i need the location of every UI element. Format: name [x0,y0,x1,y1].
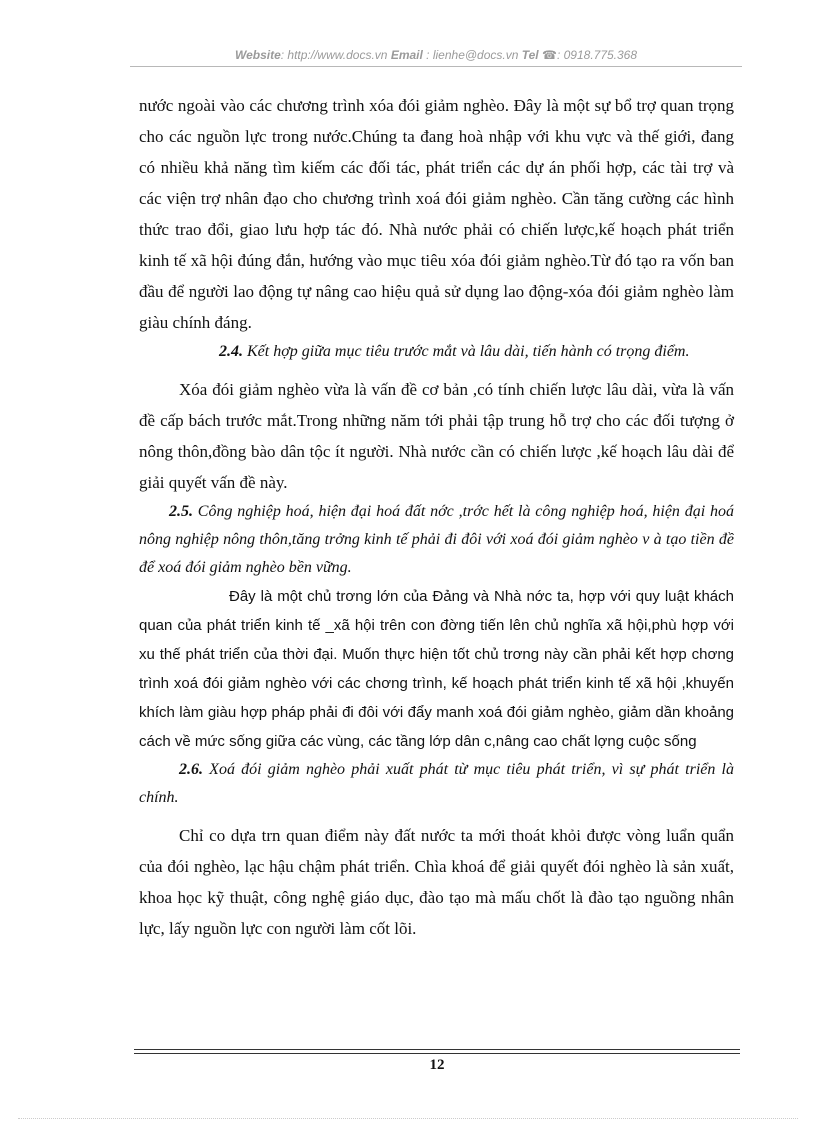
header-divider [130,66,742,67]
website-url: : http://www.docs.vn [280,48,388,62]
email-address: : lienhe@docs.vn [426,48,519,62]
section-number: 2.6. [179,761,203,778]
footer-divider-secondary [134,1053,740,1054]
section-title: Công nghiệp hoá, hiện đại hoá đất nớc ,trớc hết là công nghiệp hoá, hiện đại hoá nông nghiệp nông thôn,tăng trởng kinh tế phải đi đôi với xoá đói giảm nghèo v à tạo tiền đề để xoá đói giảm nghèo bền vững. [139,503,734,576]
section-heading-2-6 [139,756,734,812]
paragraph-1: nước ngoài vào các chương trình xóa đói giảm nghèo. Đây là một sự bổ trợ quan trọng cho các nguồn lực trong nước.Chúng ta đang hoà nhập với khu vực và thế giới, đang có nhiều khả năng tìm kiếm các đối tác, phát triển các dự án phối hợp, các tài trợ và các viện trợ nhân đạo cho chương trình xoá đói giảm nghèo. Cần tăng cường các hình thức trao đổi, giao lưu hợp tác đó. Nhà nước phải có chiến lược,kế hoạch phát triển kinh tế xã hội đúng đắn, hướng vào mục tiêu xóa đói giảm nghèo.Từ đó tạo ra vốn ban đầu để người lao động tự nâng cao hiệu quả sử dụng lao động-xóa đói giảm nghèo làm giàu chính đáng. [139,96,734,332]
phone-icon: ☎ [542,48,557,62]
section-heading-2-5 [139,498,734,582]
section-title: Kết hợp giữa mục tiêu trước mắt và lâu dài, tiến hành có trọng điểm. [243,343,690,360]
paragraph-2: Xóa đói giảm nghèo vừa là vấn đề cơ bản ,có tính chiến lược lâu dài, vừa là vấn đề cấp bách trước mắt.Trong những năm tới phải tập trung hỗ trợ cho các đối tượng ở nông thôn,đồng bào dân tộc ít người. Nhà nước cần có chiến lược ,kế hoạch lâu dài để giải quyết vấn đề này. [139,380,734,492]
section-number: 2.4. [219,343,243,360]
section-title: Xoá đói giảm nghèo phải xuất phát từ mục tiêu phát triển, vì sự phát triển là chính. [139,761,734,806]
paragraph-4: Chỉ co dựa trn quan điểm này đất nước ta mới thoát khỏi được vòng luẩn quẩn của đói nghèo, lạc hậu chậm phát triển. Chìa khoá để giải quyết đói nghèo là sản xuất, khoa học kỹ thuật, công nghệ giáo dục, đào tạo mà mấu chốt là đào tạo nguồng nhân lực, lấy nguồn lực con người làm cốt lõi. [139,826,734,938]
section-heading-2-4 [139,338,734,366]
page-header [130,48,742,62]
page-number: 12 [429,1057,445,1073]
website-label: Website [234,48,281,62]
tel-number: : 0918.775.368 [556,48,638,62]
footer-divider [134,1049,740,1050]
paragraph-3: Đây là một chủ trơng lớn của Đảng và Nhà nớc ta, hợp với quy luật khách quan của phát triển kinh tế _xã hội trên con đờng tiến lên chủ nghĩa xã hội,phù hợp với xu thế phát triển của thời đại. Muốn thực hiện tốt chủ trơng này cần phải kết hợp chơng trình xoá đói giảm nghèo với các chơng trình, kế hoạch phát triển kinh tế xã hội ,khuyến khích làm giàu hợp pháp phải đi đôi với đẩy manh xoá đói giảm nghèo, giảm dần khoảng cách về mức sống giữa các vùng, các tầng lớp dân c,nâng cao chất lợng cuộc sống [139,588,734,750]
page-bottom-border [18,1118,798,1119]
document-body [139,90,734,944]
email-label: Email [390,48,423,62]
section-number: 2.5. [169,503,193,520]
tel-label: Tel [521,48,539,62]
